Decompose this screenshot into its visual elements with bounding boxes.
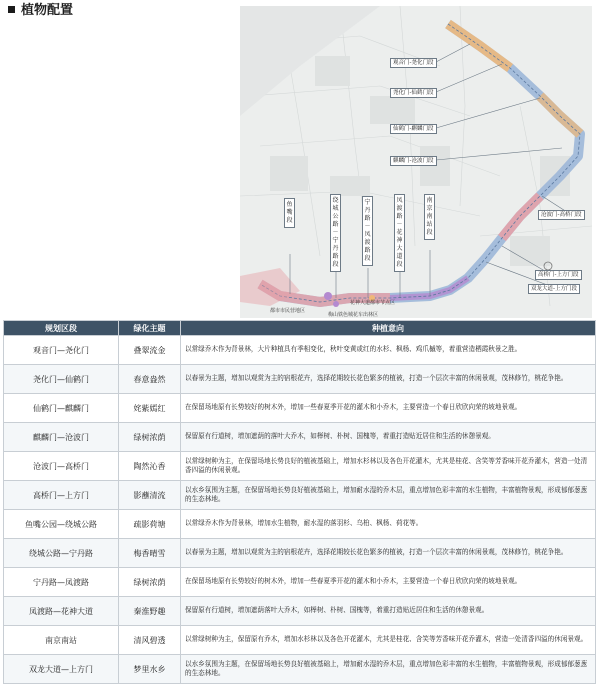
table-row — [4, 481, 596, 510]
table-row — [4, 597, 596, 626]
table-row — [4, 394, 596, 423]
theme-cell: 绿树浓荫 — [119, 568, 181, 597]
zone-cell: 绕城公路—宁丹路 — [4, 539, 119, 568]
zone-cell: 凤渡路—花神大道 — [4, 597, 119, 626]
theme-cell: 梅香晴雪 — [119, 539, 181, 568]
zone-cell: 尧化门—仙鹤门 — [4, 365, 119, 394]
direction-cell: 以春景为主题，增加以观赏为主的宿根花卉，选择花期较长花色繁多的植被，打造一个层次丰富的休闲景观，茂林修竹，桃花争艳。 — [181, 539, 596, 568]
theme-cell: 清风碧透 — [119, 626, 181, 655]
direction-cell: 保留原有行道树，增加遮荫落叶大乔木，如榉树、朴树、国槐等，着重打造贴近居住和生活的休憩景观。 — [181, 597, 596, 626]
zone-cell: 仙鹤门—麒麟门 — [4, 394, 119, 423]
direction-cell: 以常绿乔木作为背景林，增加水生植物，耐水湿的落羽杉、乌桕、枫杨、荷花等。 — [181, 510, 596, 539]
direction-cell: 在保留场地原有长势较好的树木外，增加一些春夏季开花的灌木和小乔木，主要营造一个春日欣欣向荣的坡地景观。 — [181, 568, 596, 597]
map-vertical-label: 宁丹路－凤渡路段 — [362, 196, 373, 266]
table-row — [4, 365, 596, 394]
map-poi-label: 都市市民营地区 — [270, 308, 306, 314]
table-row — [4, 539, 596, 568]
direction-cell: 以常绿乔木作为背景林，大片种植具有季相变化，秋叶变黄或红的水杉、枫杨、鸡爪槭等，着重营造栖霞秋景之胜。 — [181, 336, 596, 365]
page-title — [8, 0, 73, 22]
direction-cell: 以水乡氛围为主题，在保留场地长势良好植被基础上，增加耐水湿的乔木层，重点增加色彩丰富的水生植物，丰富植物景观，形成郁郁葱葱的生态林地。 — [181, 655, 596, 684]
direction-cell: 以常绿树种为主，在保留场地长势良好的植被基础上，增加水杉林以及各色开花灌木，尤其是桂花、含笑等芳香味开花乔灌木，营造一处清香四溢的休闲景观。 — [181, 452, 596, 481]
table-row — [4, 336, 596, 365]
map-poi-label: 花神大道都市节点区 — [350, 300, 396, 306]
zone-cell: 鱼嘴公园—绕城公路 — [4, 510, 119, 539]
table-row — [4, 452, 596, 481]
map-segment-label: 尧化门-仙鹤门段 — [390, 88, 437, 98]
table-row — [4, 626, 596, 655]
direction-cell: 以春景为主题，增加以观赏为主的宿根花卉，选择花期较长花色繁多的植被，打造一个层次丰富的休闲景观，茂林修竹，桃花争艳。 — [181, 365, 596, 394]
zone-cell: 双龙大道—上方门 — [4, 655, 119, 684]
map-vertical-label: 凤渡路－花神大道段 — [394, 194, 405, 272]
theme-cell: 影蘸清流 — [119, 481, 181, 510]
theme-cell: 姹紫嫣红 — [119, 394, 181, 423]
map-vertical-label: 绕城公路－宁丹路段 — [330, 194, 341, 272]
zone-cell: 南京南站 — [4, 626, 119, 655]
table-row — [4, 568, 596, 597]
table-row — [4, 510, 596, 539]
header-direction: 种植意向 — [181, 321, 596, 336]
theme-cell: 叠翠流金 — [119, 336, 181, 365]
table-row — [4, 423, 596, 452]
map-segment-label: 麒麟门-沧波门段 — [390, 156, 437, 166]
header-theme: 绿化主题 — [119, 321, 181, 336]
map-vertical-label: 南京南站段 — [424, 194, 435, 240]
zone-cell: 观音门—尧化门 — [4, 336, 119, 365]
header-zone: 规划区段 — [4, 321, 119, 336]
direction-cell: 保留原有行道树，增加遮荫的落叶大乔木，如榉树、朴树、国槐等，着重打造贴近居住和生活的休憩景观。 — [181, 423, 596, 452]
direction-cell: 以常绿树种为主，保留原有乔木，增加水杉林以及各色开花灌木，尤其是桂花、含笑等芳香味开花乔灌木，营造一处清香四溢的休闲景观。 — [181, 626, 596, 655]
direction-cell: 在保留场地原有长势较好的树木外，增加一些春夏季开花的灌木和小乔木，主要营造一个春日欣欣向荣的坡地景观。 — [181, 394, 596, 423]
theme-cell: 绿树浓荫 — [119, 423, 181, 452]
theme-cell: 秦淮野趣 — [119, 597, 181, 626]
theme-cell: 梦里水乡 — [119, 655, 181, 684]
map-segment-label: 高桥门-上方门段 — [535, 270, 582, 280]
table-header-row — [4, 321, 596, 336]
zone-cell: 宁丹路—凤渡路 — [4, 568, 119, 597]
map-poi-label: 梅山铁色城花车出林区 — [328, 312, 379, 318]
theme-cell: 疏影荷塘 — [119, 510, 181, 539]
zone-cell: 高桥门—上方门 — [4, 481, 119, 510]
table-row — [4, 655, 596, 684]
theme-cell: 陶然沁香 — [119, 452, 181, 481]
planting-table — [3, 320, 595, 684]
map-segment-label: 双龙大道-上方门段 — [528, 284, 580, 294]
map-vertical-label: 鱼嘴段 — [284, 198, 295, 228]
map-segment-label: 观音门-尧化门段 — [390, 58, 437, 68]
planting-map — [240, 6, 592, 318]
zone-cell: 沧波门—高桥门 — [4, 452, 119, 481]
zone-cell: 麒麟门—沧波门 — [4, 423, 119, 452]
title-bullet-icon — [8, 6, 15, 13]
page-title-text: 植物配置 — [21, 3, 74, 18]
map-segment-label: 沧波门-高桥门段 — [538, 210, 585, 220]
map-segment-label: 仙鹤门-麒麟门段 — [390, 124, 437, 134]
direction-cell: 以水乡氛围为主题，在保留场地长势良好植被基础上，增加耐水湿的乔木层，重点增加色彩丰富的水生植物，丰富植物景观，形成郁郁葱葱的生态林地。 — [181, 481, 596, 510]
theme-cell: 春意盎然 — [119, 365, 181, 394]
